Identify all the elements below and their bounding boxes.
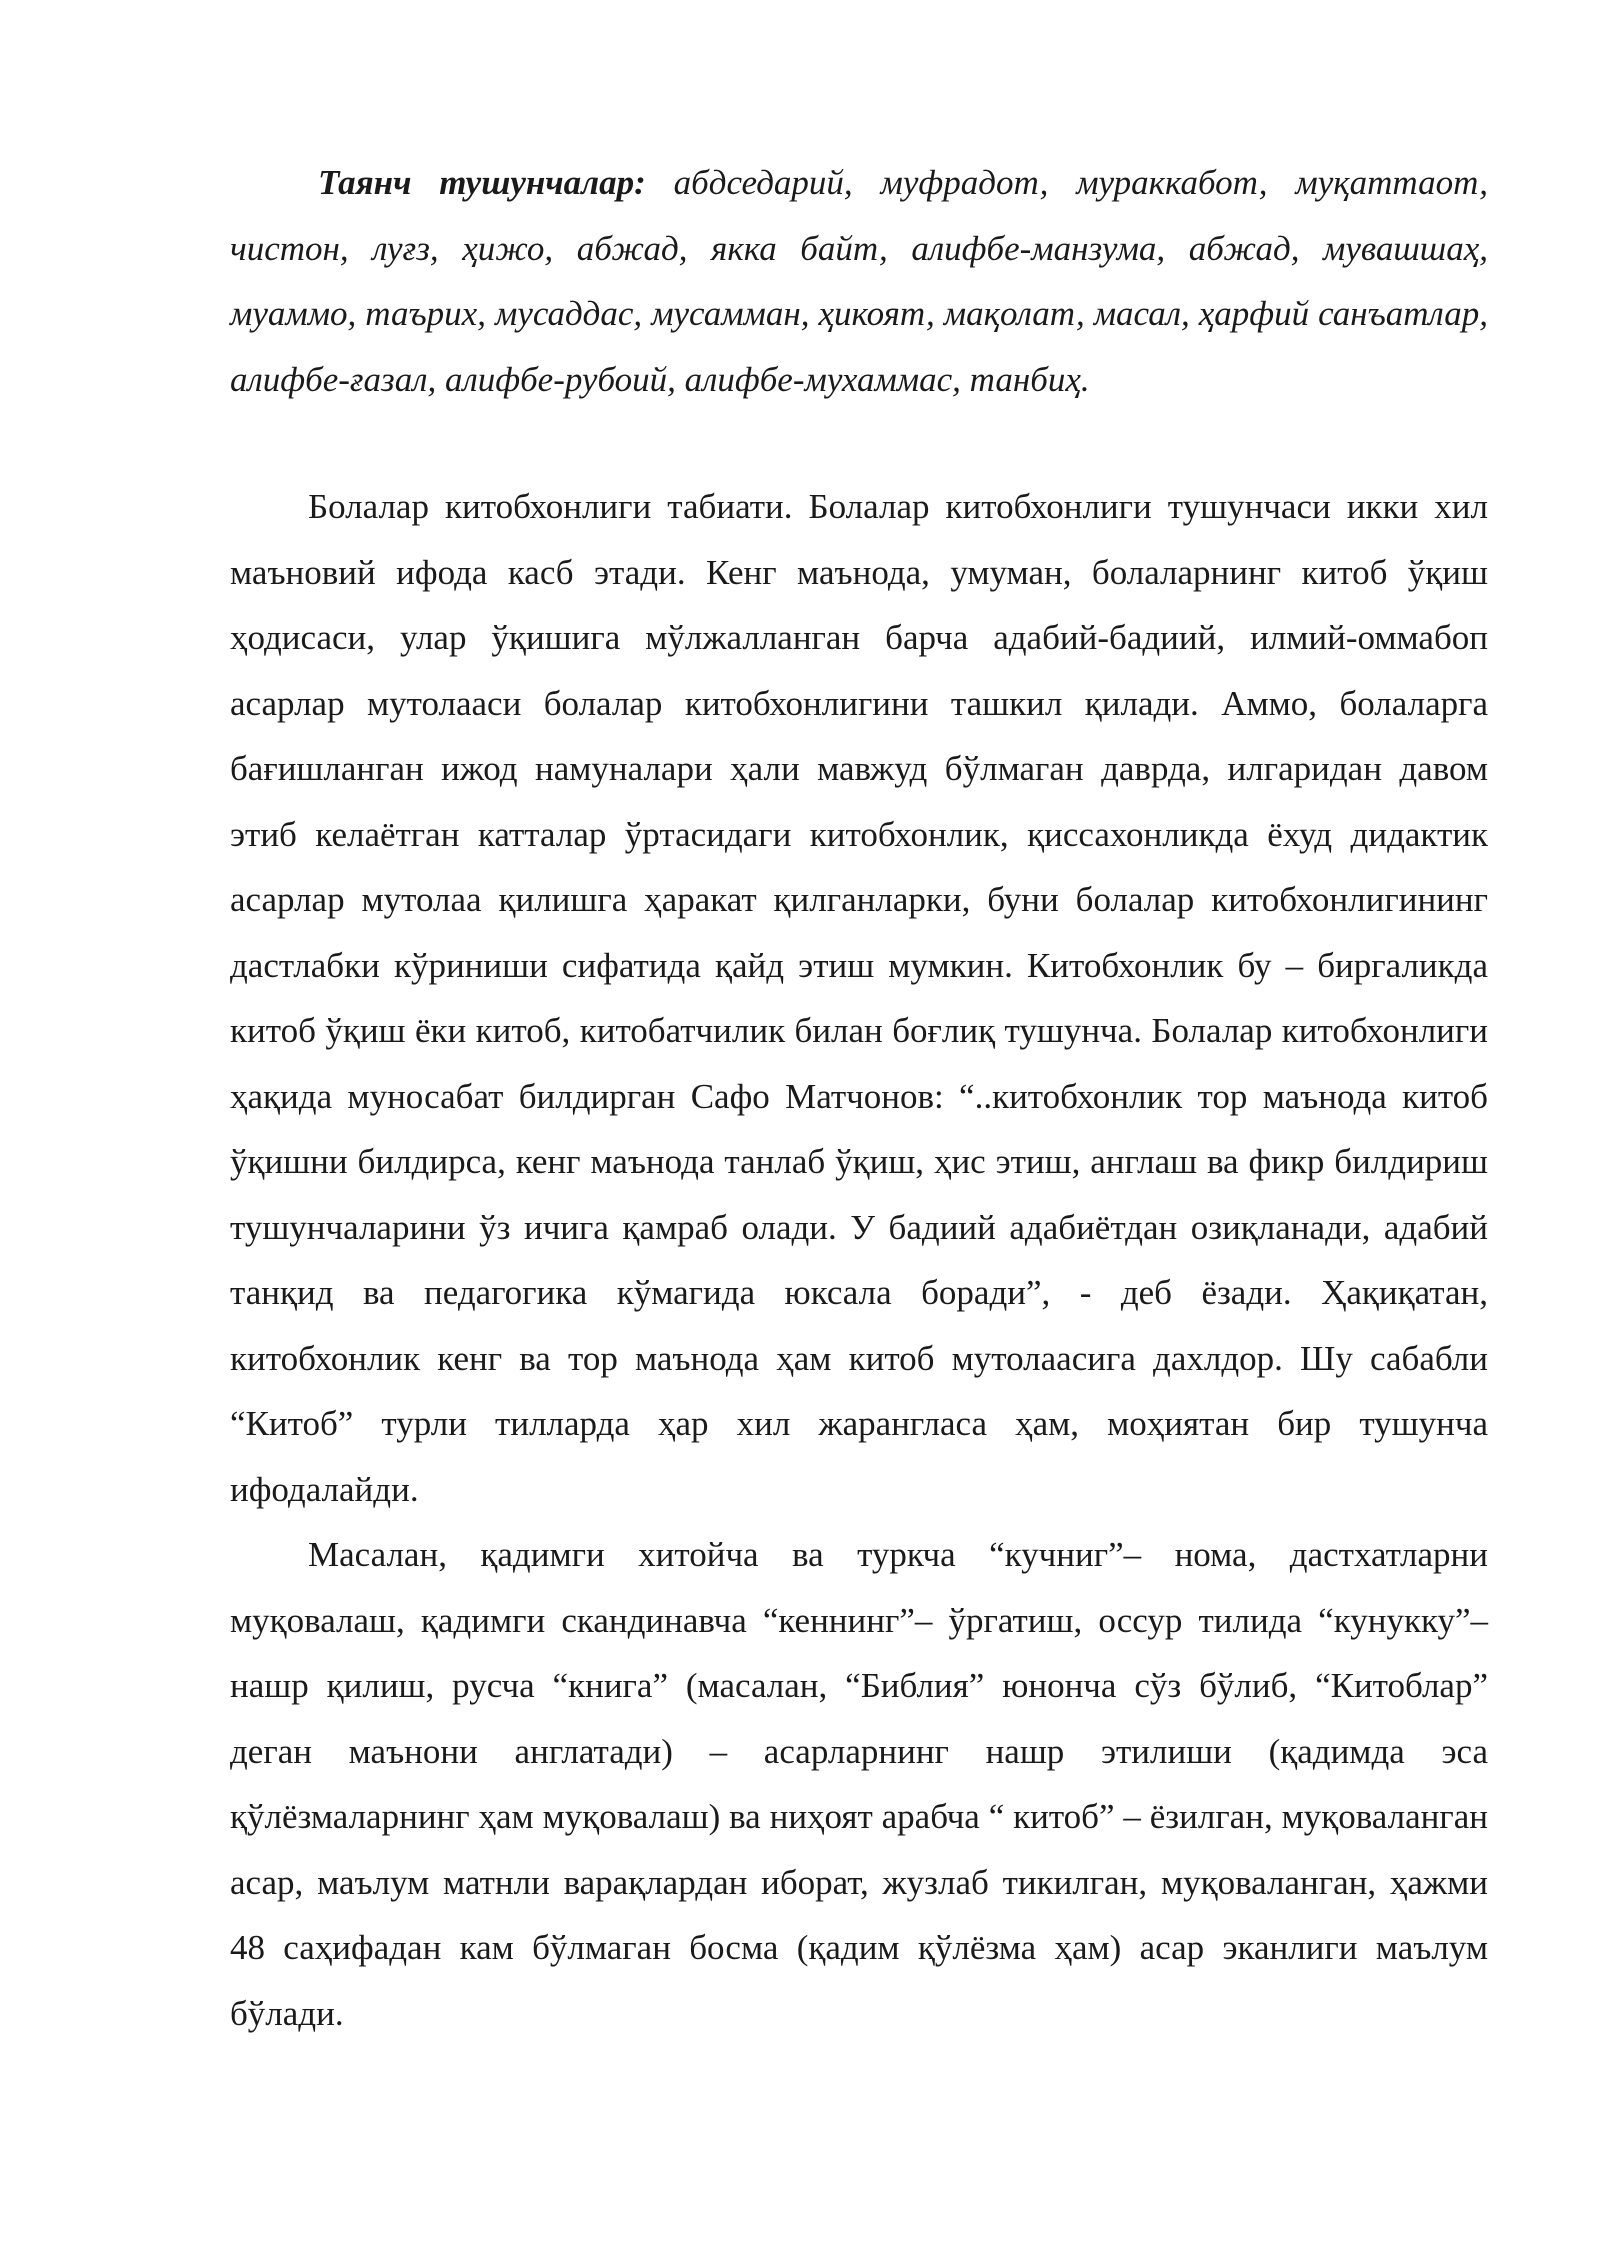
body-paragraph-2: Масалан, қадимги хитойча ва туркча “кучниг”– нома, дастхатларни муқовалаш, қадимги скандинавча “кеннинг”– ўргатиш, оссур тилида “кунукку”– нашр қилиш, русча “книга” (масалан, “Библия” юнонча сўз бўлиб, “Китоблар” деган маънони англатади) – асарларнинг нашр этилиши (қадимда эса қўлёзмаларнинг ҳам муқовалаш) ва ниҳоят арабча “ китоб” – ёзилган, муқоваланган асар, маълум матнли варақлардан иборат, жузлаб тикилган, муқоваланган, ҳажми 48 саҳифадан кам бўлмаган босма (қадим қўлёзма ҳам) асар эканлиги маълум бўлади. bbox=[230, 1535, 1488, 2033]
keywords-paragraph bbox=[230, 150, 1488, 412]
body-paragraph-1: Болалар китобхонлиги табиати. Болалар китобхонлиги тушунчаси икки хил маъновий ифода касб этади. Кенг маънода, умуман, болаларнинг китоб ўқиш ҳодисаси, улар ўқишига мўлжалланган барча адабий-бадиий, илмий-оммабоп асарлар мутолааси болалар китобхонлигини ташкил қилади. Аммо, болаларга бағишланган ижод намуналари ҳали мавжуд бўлмаган даврда, илгаридан давом этиб келаётган катталар ўртасидаги китобхонлик, қиссахонликда ёхуд дидактик асарлар мутолаа қилишга ҳаракат қилганларки, буни болалар китобхонлигининг дастлабки кўриниши сифатида қайд этиш мумкин. Китобхонлик бу – биргаликда китоб ўқиш ёки китоб, китобатчилик билан боғлиқ тушунча. Болалар китобхонлиги ҳақида муносабат билдирган Сафо Матчонов: “..китобхонлик тор маънода китоб ўқишни билдирса, кенг маънода танлаб ўқиш, ҳис этиш, англаш ва фикр билдириш тушунчаларини ўз ичига қамраб олади. У бадиий адабиётдан озиқланади, адабий танқид ва педагогика кўмагида юксала боради”, - деб ёзади. Ҳақиқатан, китобхонлик кенг ва тор маънода ҳам китоб мутолаасига дахлдор. Шу сабабли “Китоб” турли тилларда ҳар хил жарангласа ҳам, моҳиятан бир тушунча ифодалайди. bbox=[230, 487, 1488, 1509]
keywords-label: Таянч тушунчалар: bbox=[318, 163, 646, 202]
keywords-list: абдседарий, муфрадот, мураккабот, муқаттаот, чистон, луғз, ҳижо, абжад, якка байт, алифбе-манзума, абжад, мувашшаҳ, муаммо, таърих, мусаддас, мусамман, ҳикоят, мақолат, масал, ҳарфий санъатлар, алифбе-ғазал, алифбе-рубоий, алифбе-мухаммас, танбиҳ. bbox=[230, 163, 1488, 399]
document-page bbox=[230, 150, 1488, 2046]
